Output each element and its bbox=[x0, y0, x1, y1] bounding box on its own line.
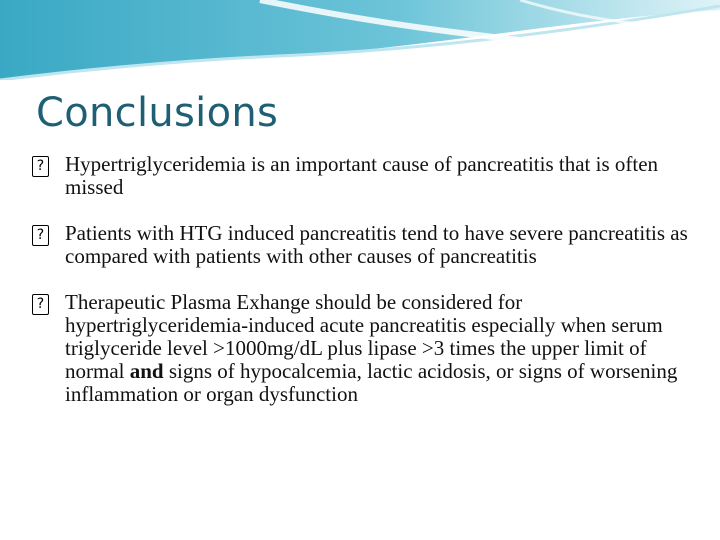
bullet-marker-icon bbox=[32, 223, 59, 246]
slide-title: Conclusions bbox=[36, 90, 279, 136]
bullet-list bbox=[32, 153, 692, 406]
bullet-text: Patients with HTG induced pancreatitis tend to have severe pancreatitis as compared with patients with other causes of pancreatitis bbox=[65, 221, 688, 268]
bullet-item bbox=[32, 222, 692, 268]
bullet-text-part: Therapeutic Plasma Exhange should be considered for hypertriglyceridemia-induced acute pancreatitis especially when serum triglyceride level >1000mg/dL plus lipase >3 times the upper limit of normal bbox=[65, 290, 663, 383]
bullet-text-part: signs of hypocalcemia, lactic acidosis, or signs of worsening inflammation or organ dysfunction bbox=[65, 359, 678, 406]
bullet-text bbox=[65, 290, 677, 406]
bullet-emphasis: and bbox=[129, 359, 164, 383]
bullet-item bbox=[32, 153, 692, 199]
bullet-marker-icon bbox=[32, 154, 59, 177]
bullet-marker-icon bbox=[32, 292, 59, 315]
bullet-item bbox=[32, 291, 692, 406]
header-wave-decoration bbox=[0, 0, 720, 80]
bullet-text: Hypertriglyceridemia is an important cause of pancreatitis that is often missed bbox=[65, 152, 659, 199]
